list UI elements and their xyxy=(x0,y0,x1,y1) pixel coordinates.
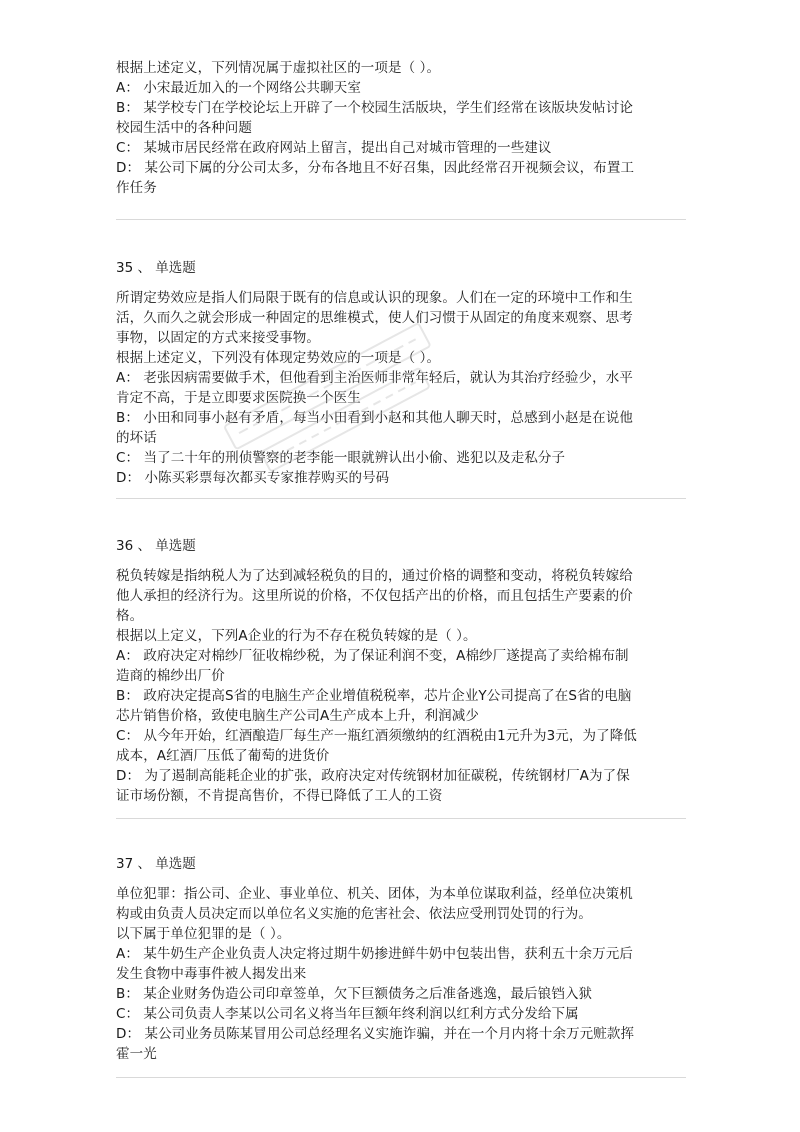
q35-option-d: D： 小陈买彩票每次都买专家推荐购买的号码 xyxy=(116,470,390,486)
q37-option-a: A： 某牛奶生产企业负责人决定将过期牛奶掺进鲜牛奶中包装出售，获利五十余万元后 xyxy=(116,946,633,962)
q35-option-b-cont: 的坏话 xyxy=(116,430,157,446)
q36-definition-3: 格。 xyxy=(116,608,144,624)
divider xyxy=(116,219,686,220)
q34-option-a: A： 小宋最近加入的一个网络公共聊天室 xyxy=(116,80,361,96)
q34-option-c: C： 某城市居民经常在政府网站上留言，提出自己对城市管理的一些建议 xyxy=(116,140,552,156)
question-header: 35 、 单选题 xyxy=(116,260,196,276)
q37-option-c: C： 某公司负责人李某以公司名义将当年巨额年终利润以红利方式分发给下属 xyxy=(116,1006,579,1022)
question-37 xyxy=(116,854,686,1064)
q36-option-a-cont: 造商的棉纱出厂价 xyxy=(116,668,225,684)
q35-option-a-cont: 肯定不高，于是立即要求医院换一个医生 xyxy=(116,390,361,406)
q37-stem: 以下属于单位犯罪的是（ ）。 xyxy=(116,926,291,942)
divider xyxy=(116,498,686,499)
q37-option-d-cont: 霍一光 xyxy=(116,1046,157,1062)
question-header: 36 、 单选题 xyxy=(116,538,196,554)
q36-option-c: C： 从今年开始，红酒酿造厂每生产一瓶红酒须缴纳的红酒税由1元升为3元，为了降低 xyxy=(116,728,637,744)
divider xyxy=(116,1077,686,1078)
q35-option-b: B： 小田和同事小赵有矛盾，每当小田看到小赵和其他人聊天时，总感到小赵是在说他 xyxy=(116,410,633,426)
q35-definition-3: 事物，以固定的方式来接受事物。 xyxy=(116,330,320,346)
q37-definition-2: 构或由负责人员决定而以单位名义实施的危害社会、依法应受刑罚处罚的行为。 xyxy=(116,906,592,922)
q36-stem: 根据以上定义，下列A企业的行为不存在税负转嫁的是（ ）。 xyxy=(116,628,477,644)
question-35 xyxy=(116,258,686,488)
q35-stem: 根据上述定义，下列没有体现定势效应的一项是（ ）。 xyxy=(116,350,441,366)
q35-option-a: A： 老张因病需要做手术，但他看到主治医师非常年轻后，就认为其治疗经验少，水平 xyxy=(116,370,633,386)
q35-option-c: C： 当了二十年的刑侦警察的老李能一眼就辨认出小偷、逃犯以及走私分子 xyxy=(116,450,566,466)
q34-option-b-cont: 校园生活中的各种问题 xyxy=(116,120,252,136)
q36-option-d: D： 为了遏制高能耗企业的扩张，政府决定对传统钢材加征碳税，传统钢材厂A为了保 xyxy=(116,768,630,784)
question-34-tail xyxy=(116,58,686,198)
q36-definition-2: 他人承担的经济行为。这里所说的价格，不仅包括产出的价格，而且包括生产要素的价 xyxy=(116,588,633,604)
question-36 xyxy=(116,536,686,806)
q36-option-b-cont: 芯片销售价格，致使电脑生产公司A生产成本上升，利润减少 xyxy=(116,708,479,724)
q37-option-d: D： 某公司业务员陈某冒用公司总经理名义实施诈骗，并在一个月内将十余万元赃款挥 xyxy=(116,1026,635,1042)
q36-option-c-cont: 成本，A红酒厂压低了葡萄的进货价 xyxy=(116,748,330,764)
q34-option-d: D： 某公司下属的分公司太多，分布各地且不好召集，因此经常召开视频会议，布置工 xyxy=(116,160,635,176)
q35-definition-2: 活，久而久之就会形成一种固定的思维模式，使人们习惯于从固定的角度来观察、思考 xyxy=(116,310,633,326)
q36-option-a: A： 政府决定对棉纱厂征收棉纱税，为了保证利润不变，A棉纱厂遂提高了卖给棉布制 xyxy=(116,648,629,664)
q36-definition-1: 税负转嫁是指纳税人为了达到减轻税负的目的，通过价格的调整和变动，将税负转嫁给 xyxy=(116,568,633,584)
q37-option-b: B： 某企业财务伪造公司印章签单，欠下巨额债务之后准备逃逸，最后锒铛入狱 xyxy=(116,986,593,1002)
divider xyxy=(116,818,686,819)
q34-option-d-cont: 作任务 xyxy=(116,180,157,196)
question-header: 37 、 单选题 xyxy=(116,856,196,872)
q36-option-d-cont: 证市场份额，不肯提高售价，不得已降低了工人的工资 xyxy=(116,788,443,804)
q34-stem: 根据上述定义，下列情况属于虚拟社区的一项是（ ）。 xyxy=(116,60,441,76)
q37-option-a-cont: 发生食物中毒事件被人揭发出来 xyxy=(116,966,307,982)
q35-definition-1: 所谓定势效应是指人们局限于既有的信息或认识的现象。人们在一定的环境中工作和生 xyxy=(116,290,633,306)
q36-option-b: B： 政府决定提高S省的电脑生产企业增值税税率，芯片企业Y公司提高了在S省的电脑 xyxy=(116,688,632,704)
q37-definition-1: 单位犯罪：指公司、企业、事业单位、机关、团体，为本单位谋取利益，经单位决策机 xyxy=(116,886,633,902)
q34-option-b: B： 某学校专门在学校论坛上开辟了一个校园生活版块，学生们经常在该版块发帖讨论 xyxy=(116,100,633,116)
